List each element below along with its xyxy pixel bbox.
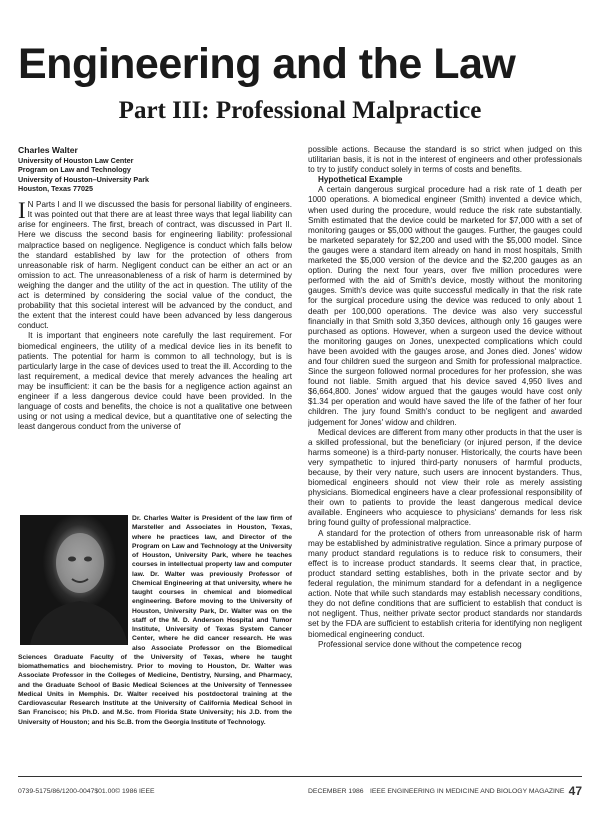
footer-copyright: 0739-5175/86/1200-0047$01.00© 1986 IEEE <box>18 788 155 795</box>
author-affiliation: University of Houston–University Park <box>18 174 150 184</box>
article-subtitle: Part III: Professional Malpractice <box>118 97 482 124</box>
body-paragraph: Professional service done without the competence recog <box>318 639 522 649</box>
footer-divider <box>18 776 582 777</box>
right-column <box>308 145 582 765</box>
author-bio-text: Dr. Charles Walter is President of the law firm of Marsteller and Associates in Houston, Texas, where he practices law, and Director of the Program on Law and Technology at the University of Houston, University Park, where he teaches courses in intellectual property law and computer law. Dr. Walter was previously Professor of Chemical Engineering at that university, where he taught courses in chemical and biomedical engineering. Before moving to the University of Houston, University Park, Dr. Walter was on the staff of the M. D. Anderson Hospital and Tumor Institute, University of Texas System Cancer Center, where he did cancer research. He was also Associate Professor on the Biomedical Sciences Graduate Faculty of the University of Texas, where he taught biomathematics and biochemistry. Prior to moving to Houston, Dr. Walter was Associate Professor in the Colleges of Medicine, Dentistry, Nursing, and Pharmacy, and the Graduate School of Basic Medical Sciences at the University of Tennessee Medical Units in Memphis. Dr. Walter received his postdoctoral training at the Cardiovascular Research Institute at the University of California Medical School in San Francisco; his Ph.D. and M.Sc. from Florida State University; his J.D. from the University of Houston; and his Sc.B. from the Georgia Institute of Technology. <box>18 515 292 726</box>
page-footer <box>18 786 582 802</box>
body-paragraph: It is important that engineers note carefully the last requirement. For biomedical engineers, the utility of a medical device lies in its benefit to patients. The potential for harm is common to all technology, but is is particularly large in the case of devices used to treat the ill. According to the last requirement, a medical device that merely advances the healing art may be insufficient: it can be the basis for a negligence action against an engineer if a less dangerous device could have been provided. In the language of costs and benefits, the choice is not a qualitative one between using or not using a medical device, but a quantitative one of selecting the least dangerous conduct from the universe of <box>18 331 292 432</box>
body-paragraph: Medical devices are different from many other products in that the user is a skilled professional, but the beneficiary (or injured person, if the device harms someone) is a third-party nonuser. Historically, the courts have been very sympathetic to injured third-party nonusers of harmful products, because, by their very nature, such users are innocent bystanders. Thus, biomedical engineers should not view their role as merely assisting physicians. Biomedical engineers have a clear professional responsibility of their own to patients to provide the least dangerous medical device available. Engineers who acquiesce to physicians' demands for less risk bring found guilty of professional malpractice. <box>308 427 582 528</box>
author-affiliation: University of Houston Law Center <box>18 156 134 165</box>
article-title: Engineering and the Law <box>18 40 516 88</box>
footer-journal: IEEE ENGINEERING IN MEDICINE AND BIOLOGY MAGAZINE <box>370 788 565 795</box>
body-paragraph <box>18 200 292 331</box>
body-paragraph: possible actions. Because the standard is so strict when judged on this utilitarian basis, it is not in the interest of engineers and other professionals to try to justify conduct solely in terms of costs and benefits. <box>308 145 582 175</box>
footer-date: DECEMBER 1986 <box>308 788 364 795</box>
body-paragraph: A certain dangerous surgical procedure had a risk rate of 1 death per 1000 operations. A biomedical engineer (Smith) invented a device which, when used during the procedure, would reduce the risk rate substantially. Smith estimated that the device could be marketed for $7,000 with a set of monitoring gauges or $5,000 without the gauges. Further, the gauges could be marketed separately for $2,200 and used with the $5,000 model. Since the gauges were a standard item already on hand in most hospitals, Smith marketed the $5,000 version of the device and the $2,200 gauges as an option. During the next four years, over five million procedures were performed with the aid of Smith's device, mostly without the monitoring gauges. Smith's device was quite successful medically in that the risk rate for the surgical procedure using the device was reduced to only about 1 death per 100,000 operations. The device was also very successful financially in that Smith sold 3,350 devices, although only 16 gauges were purchased as options. However, when a surgeon used the device without the monitoring gauges on Jones, unexpected complications which could have been avoided with the gauges arose, and Jones died. Jones' widow and four children sued the surgeon and Smith for professional malpractice. Since the surgeon followed normal procedures for her profession, she was found not liable. Smith argued that his device saved 4,950 lives and $6,664,800. Jones' widow argued that the gauges would have cost only $1.34 per operation and would have saved the life of the father of her four children. The jury found Smith's conduct to be negligent and awarded judgement for Jones' widow and children. <box>308 185 582 427</box>
page-number: 47 <box>568 784 582 798</box>
drop-cap: I <box>18 198 26 224</box>
body-paragraph: A standard for the protection of others from unreasonable risk of harm may be established by administrative regulation. Since a primary purpose of many product standard regulations is to reduce risk to consumers, their effect is to increase product standards. It seems clear that, in practice, product standard setting establishes, both in the private sector and by federal regulation, the minimum standard for a defendant in a negligence action. Note that while such standards may establish necessary conditions, they do not define conditions that are sufficient to establish that conduct is not negligent. Thus, neither private sector product standards nor standards set by the FDA are sufficient to establish criteria for identifying non negligent biomedical engineering conduct. <box>308 528 582 639</box>
author-name: Charles Walter <box>18 145 78 155</box>
author-block <box>18 145 292 193</box>
paragraph-text: N Parts I and II we discussed the basis for personal liability of engineers. It was pointed out that there are at least three ways that legal liability can arise for engineers. The first, breach of contract, was discussed in Part II. Here we discuss the second basis for engineering liability: professional malpractice based on negligence. Negligence is conduct which falls below the standard established by law for the protection of others from unreasonable risk of harm. Negligent conduct can be either an act or an omission to act. The unreasonableness of a risk of harm is determined by weighing the danger and the utility of the act in question. The utility of the act is determined by considering the social value of the conduct, the probability that this societal interest will be advanced by the conduct, and the extent that the interest could have been advanced by less dangerous conduct. <box>18 200 292 331</box>
author-bio <box>18 514 292 770</box>
left-column <box>18 145 292 513</box>
author-affiliation: Program on Law and Technology <box>18 165 131 175</box>
section-heading: Hypothetical Example <box>318 175 403 185</box>
author-affiliation: Houston, Texas 77025 <box>18 183 93 193</box>
